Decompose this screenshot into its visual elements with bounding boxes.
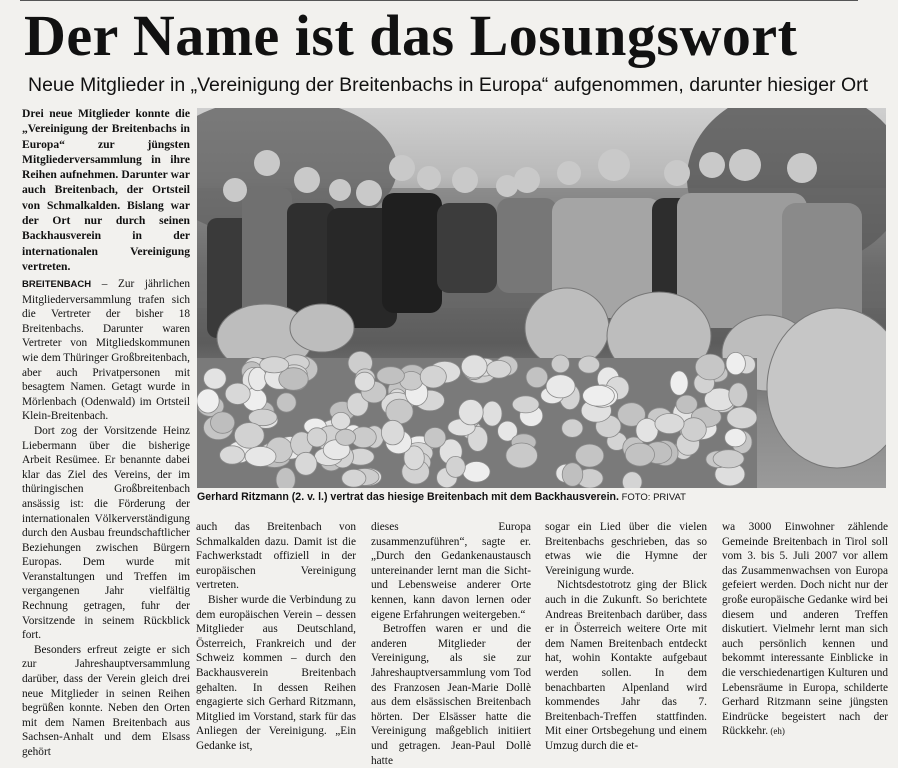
photo-caption [197, 491, 886, 504]
column-1-paragraph-1 [22, 277, 190, 424]
column-3-paragraph-2: Betroffen waren er und die anderen Mitglieder der Vereinigung, als sie zur Jahreshauptversammlung vom Tod des Franzosen Jean-Marie Dollè aus dem elsässischen Breitenbach hörten. Der Elsässer hatte die Vereinigung maßgeblich initiiert und getragen. Jean-Paul Dollè hatte [371, 623, 531, 767]
author-signature: (eh) [768, 726, 785, 737]
lead-paragraph: Drei neue Mitglieder konnte die „Vereinigung der Breitenbachs in Europa“ zur jüngsten Mitgliederversammlung in ihre Reihen aufnehmen. Darunter war auch Breitenbach, der Ortsteil von Schmalkalden. Bislang war der Ort nur durch seinen Backhausverein in der internationalen Vereinigung vertreten. [22, 107, 190, 273]
column-5 [722, 520, 888, 739]
caption-text: Gerhard Ritzmann (2. v. l.) vertrat das hiesige Breitenbach mit dem Backhausverein. [197, 491, 619, 503]
column-1 [22, 277, 190, 760]
subheadline: Neue Mitglieder in „Vereinigung der Breitenbachs in Europa“ aufgenommen, darunter hiesiger Ort [28, 74, 869, 96]
column-2-paragraph-2: Bisher wurde die Verbindung zu dem europäischen Verein – dessen Mitglieder aus Deutschland, Österreich, Frankreich und der Schweiz kommen – durch den Backhausverein Breitenbach gehalten. In dessen Reihen engagierte sich Gerhard Ritzmann, Mitglied im Vorstand, stark für das Anliegen der Vereinigung. „Ein Gedanke ist, [196, 593, 356, 752]
photo-credit: FOTO: PRIVAT [618, 492, 686, 503]
column-4-paragraph-1: sogar ein Lied über die vielen Breitenbachs geschrieben, das so etwas wie die Hymne der Vereinigung wurde. [545, 521, 707, 577]
column-2-paragraph-1: auch das Breitenbach von Schmalkalden dazu. Damit ist die Fachwerkstadt offiziell in der europäischen Vereinigung vertreten. [196, 521, 356, 592]
column-5-paragraph-1 [722, 520, 888, 739]
dateline: BREITENBACH [22, 279, 92, 290]
column-1-paragraph-3: Besonders erfreut zeigte er sich zur Jahreshauptversammlung darüber, dass der Verein gleich drei neue Mitglieder in seinen Reihen begrüßen konnte. Neben den Orten mit dem Namen Breitenbach aus Sachsen-Anhalt und dem Elsass gehört [22, 643, 190, 758]
headline: Der Name ist das Losungswort [24, 3, 798, 68]
column-4 [545, 520, 707, 754]
column-5-text: wa 3000 Einwohner zählende Gemeinde Breitenbach in Tirol soll vom 3. bis 5. Juli 2007 vor allem das Zusammenwachsen von Europa gefeiert werden. Doch nicht nur der große europäische Gedanke wird bei diesem und anderen Treffen diskutiert. Vielmehr lernt man sich auch persönlich kennen und bekommt interessante Einblicke in die verschiedenartigen Kulturen und Lebensräume in Europa, schilderte Gerhard Ritzmann seine jüngsten Eindrücke begeistert nach der Rückkehr. [722, 521, 888, 738]
column-4-paragraph-2: Nichtsdestotrotz ging der Blick auch in die Zukunft. So berichtete Andreas Breitenbach darüber, dass er in Österreich weitere Orte mit dem Namen Breitenbach entdeckt hat, wohin Kontakte aufgebaut werden sollen. In dem benachbarten Alpenland wird kommendes Jahr das 7. Breitenbach-Treffen stattfinden. Mit einer Ortsbegehung und einem Umzug durch die et- [545, 579, 707, 752]
column-2 [196, 520, 356, 754]
column-1-paragraph-2: Dort zog der Vorsitzende Heinz Liebermann über die bisherige Arbeit Resümee. Er benannte dabei klar das Ziel des Vereins, der im thüringischen Großbreitenbach ansässig ist: die Förderung der internationalen Völkerverständigung durch den Ausbau freundschaftlicher Beziehungen zwischen Bürgern Europas. Dem wurde mit Veranstaltungen und Treffen im vergangenen Jahr vielfältig Rechnung getragen, fuhr der Vorsitzende in seinem Rückblick fort. [22, 424, 190, 642]
photo-illustration [197, 108, 886, 488]
column-1-text-1: – Zur jährlichen Mitgliederversammlung trafen sich die Vertreter der bisher 18 Breitenbachs. Darunter waren Vertreter von Mitgliedskommunen wie dem Thüringer Großbreitenbach, aber auch Privatpersonen mit besagtem Namen. Getagt wurde in Mörlenbach (Odenwald) im Ortsteil Klein-Breitenbach. [22, 278, 190, 423]
column-3 [371, 520, 531, 768]
column-3-paragraph-1: dieses Europa zusammenzuführen“, sagte er. „Durch den Gedankenaustausch untereinander lernt man die Sicht- und Lebensweise anderer Orte kennen, kann davon lernen oder eigene Erfahrungen weitergeben.“ [371, 521, 531, 621]
group-photo [197, 108, 886, 488]
